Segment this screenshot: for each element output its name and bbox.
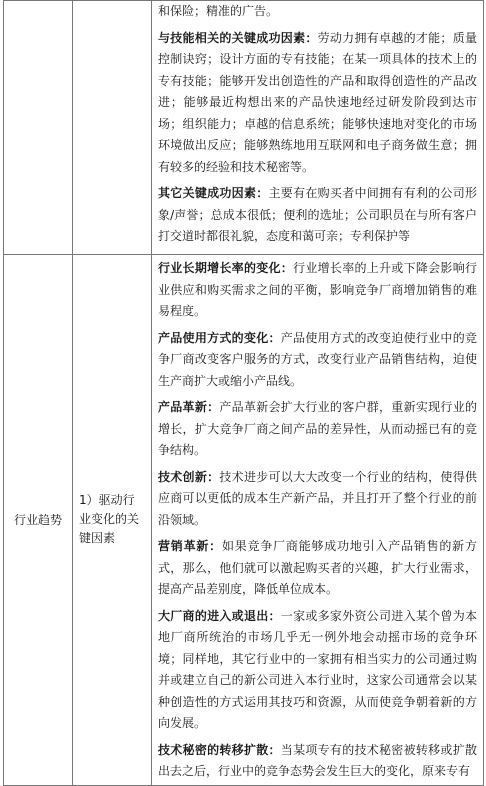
table-row xyxy=(4,255,484,786)
paragraph-title: 产品革新： xyxy=(158,400,220,414)
paragraph-text: 主要有在购买者中间拥有有利的公司形象/声誉；总成本很低；便利的选址；公司职员在与所有客户打交道时都很礼貌，态度和蔼可亲；专利保护等 xyxy=(158,186,477,243)
content-table xyxy=(3,0,484,786)
paragraph xyxy=(158,536,477,601)
subcategory-cell-empty xyxy=(73,1,152,255)
paragraph-text: 和保险；精准的广告。 xyxy=(158,4,279,18)
paragraph-text: 当某项专有的技术秘密被转移或扩散出去之后，行业中的竞争态势会发生巨大的变化，原来专有 xyxy=(158,742,477,778)
paragraph-text: 如果竞争厂商能够成功地引入产品销售的新方式，那么，他们就可以激起购买者的兴趣，扩大行业需求，提高产品差别度，降低单位成本。 xyxy=(158,539,477,596)
paragraph-text: 产品革新会扩大行业的客户群，重新实现行业的增长，扩大竞争厂商之间产品的差异性，从而动摇已有的竞争结构。 xyxy=(158,400,477,457)
category-cell xyxy=(4,255,73,786)
paragraph xyxy=(158,328,477,393)
paragraph xyxy=(158,740,477,783)
paragraph-title: 大厂商的进入或退出： xyxy=(158,608,281,623)
paragraph-text: 行业增长率的上升或下降会影响行业供应和购买需求之间的平衡，影响竞争厂商增加销售的难易程度。 xyxy=(158,261,477,318)
paragraph-title: 技术创新： xyxy=(158,469,220,484)
paragraph xyxy=(158,467,477,532)
content-cell xyxy=(152,1,484,255)
paragraph-title: 行业长期增长率的变化： xyxy=(158,261,294,275)
paragraph-title: 营销革新： xyxy=(158,539,222,553)
content-cell xyxy=(152,255,484,786)
paragraph-title: 与技能相关的关键成功因素： xyxy=(158,30,318,45)
paragraph-text: 一家或多家外资公司进入某个曾为本地厂商所统治的市场几乎无一例外地会动摇市场的竞争环境；同样地，其它行业中的一家拥有相当实力的公司通过购并或建立自己的新公司进入本行业时，这家公司通常会以某种创造性的方式运用其技巧和资源，从而使竞争朝着新的方向发展。 xyxy=(158,608,477,730)
paragraph xyxy=(158,1,477,23)
subcategory-cell xyxy=(73,255,152,786)
paragraph xyxy=(158,606,477,735)
paragraph-text: 劳动力拥有卓越的才能；质量控制诀窍；设计方面的专有技能；在某一项具体的技术上的专有技能；能够开发出创造性的产品和取得创造性的产品改进；能够最近构想出来的产品快速地经过研发阶段到达市场；组织能力；卓越的信息系统；能够快速地对变化的市场环境做出反应；能够熟练地用互联网和电子商务做生意；拥有较多的经验和技术秘密等。 xyxy=(158,30,477,174)
table-row xyxy=(4,1,484,255)
paragraph xyxy=(158,258,477,323)
paragraph-text: 技术进步可以大大改变一个行业的结构，使得供应商可以更低的成本生产新产品，并且打开了整个行业的前沿领域。 xyxy=(158,469,477,527)
paragraph-title: 技术秘密的转移扩散： xyxy=(158,742,281,757)
paragraph xyxy=(158,397,477,462)
category-cell-empty xyxy=(4,1,73,255)
paragraph-title: 产品使用方式的变化： xyxy=(158,330,281,345)
subcategory-label: 1）驱动行业变化的关键因素 xyxy=(79,493,140,546)
category-label: 行业趋势 xyxy=(13,513,62,528)
paragraph xyxy=(158,183,477,248)
paragraph xyxy=(158,28,477,179)
paragraph-title: 其它关键成功因素： xyxy=(158,186,269,200)
paragraph-text: 产品使用方式的改变迫使行业中的竞争厂商改变客户服务的方式，改变行业产品销售结构，迫使生产商扩大或缩小产品线。 xyxy=(158,330,477,388)
